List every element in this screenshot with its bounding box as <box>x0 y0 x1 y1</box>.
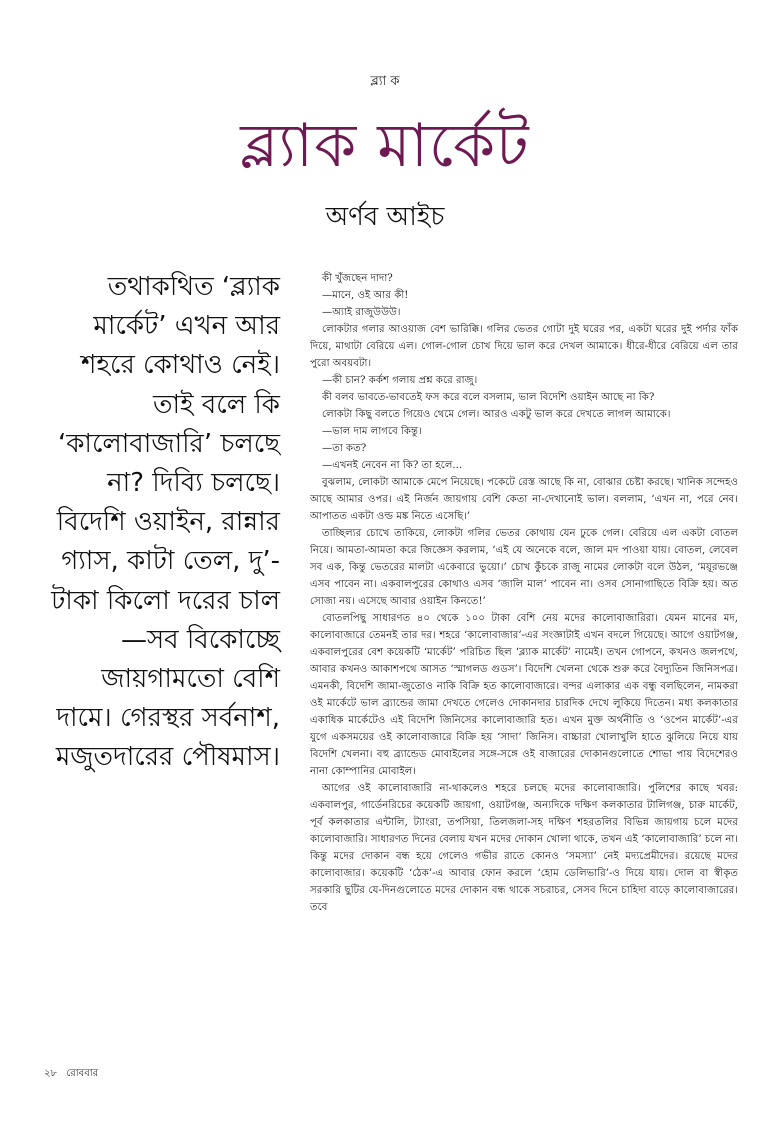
body-paragraph: —অ্যাই রাজুউউউ। <box>322 307 401 318</box>
body-paragraph: —কী চান? কর্কশ গলায় প্রশ্ন করে রাজু। <box>322 375 478 386</box>
body-paragraph: লোকটার গলার আওয়াজ বেশ ভারিক্কি। গলির ভেতর গোটা দুই ঘরের পর, একটা ঘরের দুই পর্দার ফাঁক দিয়ে, মাথাটা বেরিয়ে এল। গোল-গোল চোখ দিয়ে ভাল করে দেখল আমাকে। ধীরে-ধীরে বেরিয়ে এল তার পুরো অবয়বটা। <box>310 324 738 369</box>
body-paragraph: লোকটা কিছু বলতে গিয়েও থেমে গেল। আরও একটু ভাল করে দেখতে লাগল আমাকে। <box>322 409 671 420</box>
author-byline: অর্ণব আইচ <box>325 202 445 232</box>
body-paragraph: কী বলব ভাবতে-ভাবতেই ফস করে বলে বসলাম, ভাল বিদেশি ওয়াইন আছে না কি? <box>322 392 655 403</box>
pull-quote-text: তথাকথিত ‘ব্ল্যাক মার্কেট’ এখন আর শহরে কোথাও নেই। তাই বলে কি ‘কালোবাজারি’ চলছে না? দিব্যি চলছে। বিদেশি ওয়াইন, রান্নার গ্যাস, কাটা তেল, দু’-টাকা কিলো দরের চাল—সব বিকোচ্ছে জায়গামতো বেশি দামে। গেরস্থর সর্বনাশ, মজুতদারের পৌষমাস। <box>51 272 280 773</box>
body-paragraph: —মানে, ওই আর কী! <box>322 290 409 301</box>
body-paragraph: বুঝলাম, লোকটা আমাকে মেপে নিয়েছে। পকেটে রেস্ত আছে কি না, বোঝার চেষ্টা করছে। খানিক সন্দেহও আছে আমার ওপর। এই নির্জন জায়গায় বেশি কেতা না-দেখানোই ভাল। বললাম, ‘এখন না, পরে নেব। আপাতত একটা ওল্ড মঙ্ক নিতে এসেছি।’ <box>310 477 738 522</box>
body-paragraph: —তা কত? <box>322 443 367 454</box>
body-paragraph: বোতলপিছু সাধারণত ৪০ থেকে ১০০ টাকা বেশি নেয় মদের কালোবাজারিরা। যেমন মানের মদ, কালোবাজারে তেমনই তার দর। শহরে ‘কালোবাজার’-এর সংজ্ঞাটাই এখন বদলে গিয়েছে। আগে ওয়াটগঞ্জ, একবালপুরের বেশ কয়েকটি ‘মার্কেট’ পরিচিত ছিল ‘ব্ল্যাক মার্কেট’ নামেই। তখন গোপনে, কখনও জলপথে, আবার কখনও আকাশপথে আসত ‘স্মাগলড গুডস’। বিদেশি খেলনা থেকে শুরু করে বৈদ্যুতিন জিনিসপত্র। এমনকী, বিদেশি জামা-জুতোও নাকি বিক্রি হত কালোবাজারে। বন্দর এলাকার এক বন্ধু বলছিলেন, নামকরা ওই মার্কেটে ভাল ব্র্যান্ডের জামা দেখতে গেলেও দোকানদার চারদিক দেখে লুকিয়ে দিতেন। মধ্য কলকাতার একাধিক মার্কেটেও এই বিদেশি জিনিসের কালোবাজারি হত। এখন মুক্ত অর্থনীতি ও ‘ওপেন মার্কেট’-এর যুগে একসময়ের ওই কালোবাজারে বিক্রি হয় ‘সাদা’ জিনিস। বাচ্চারা খোলাখুলি হাতে ঝুলিয়ে নিয়ে যায় বিদেশি খেলনা। বহু ব্র্যান্ডেড মোবাইলের সঙ্গে-সঙ্গে ওই বাজারের দোকানগুলোতে শোভা পায় বিদেশেরও নানা কোম্পানির মোবাইল। <box>310 613 738 777</box>
body-paragraph: আগের ওই কালোবাজারি না-থাকলেও শহরে চলছে মদের কালোবাজারি। পুলিশের কাছে খবর: একবালপুর, গার্ডেনরিচের কয়েকটি জায়গা, ওয়াটগঞ্জ, অন্যদিকে দক্ষিণ কলকাতার টালিগঞ্জ, চারু মার্কেট, পূর্ব কলকাতার এন্টালি, ট্যাংরা, তপসিয়া, তিলজলা-সহ দক্ষিণ শহরতলির বিভিন্ন জায়গায় চলে মদের কালোবাজারি। সাধারণত দিনের বেলায় যখন মদের দোকান খোলা থাকে, তখন এই ‘কালোবাজারি’ চলে না। কিন্তু মদের দোকান বন্ধ হয়ে গেলেও গভীর রাতে কোনও ‘সমস্যা’ নেই মদ্যপ্রেমীদের। রয়েছে মদের কালোবাজার। কয়েকটি ‘ঠেক’-এ আবার ফোন করলে ‘হোম ডেলিভারি’-ও দিয়ে যায়। দোল বা স্বীকৃত সরকারি ছুটির যে-দিনগুলোতে মদের দোকান বন্ধ থাকে সচরাচর, সেসব দিনে চাহিদা বাড়ে কালোবাজারের। তবে <box>310 783 738 913</box>
page-footer <box>44 1066 104 1083</box>
body-paragraph: —এখনই নেবেন না কি? তা হলে... <box>322 460 463 471</box>
body-paragraph: —ভাল দাম লাগবে কিন্তু। <box>322 426 422 437</box>
article-title: ব্ল্যাক মার্কেট <box>240 111 530 181</box>
body-paragraph: তাচ্ছিল্যর চোখে তাকিয়ে, লোকটা গলির ভেতর কোথায় যেন ঢুকে গেল। বেরিয়ে এল একটা বোতল নিয়ে। আমতা-আমতা করে জিজ্ঞেস করলাম, ‘এই যে অনেকে বলে, জাল মদ পাওয়া যায়। বোতল, লেবেল সব এক, কিন্তু ভেতরের মালটা একেবারে ভুয়ো।’ চোখ কুঁচকে রাজু নামের লোকটা বলে উঠল, ‘ময়ূরভঞ্জে এসব পাবেন না। একবালপুরের কোথাও এসব ‘জালি মাল’ পাবেন না। ওসব সোনাগাছিতে বিক্রি হয়। অত সোজা নয়। এসেছে আবার ওয়াইন কিনতে!’ <box>310 528 738 607</box>
article-body <box>310 270 738 1060</box>
pull-quote <box>40 268 280 778</box>
page-number: ২৮ <box>44 1068 57 1079</box>
section-kicker: ব্ল্যা ক <box>370 74 400 89</box>
body-paragraph: কী খুঁজছেন দাদা? <box>322 273 393 284</box>
publication-name: রোববার <box>66 1068 99 1079</box>
